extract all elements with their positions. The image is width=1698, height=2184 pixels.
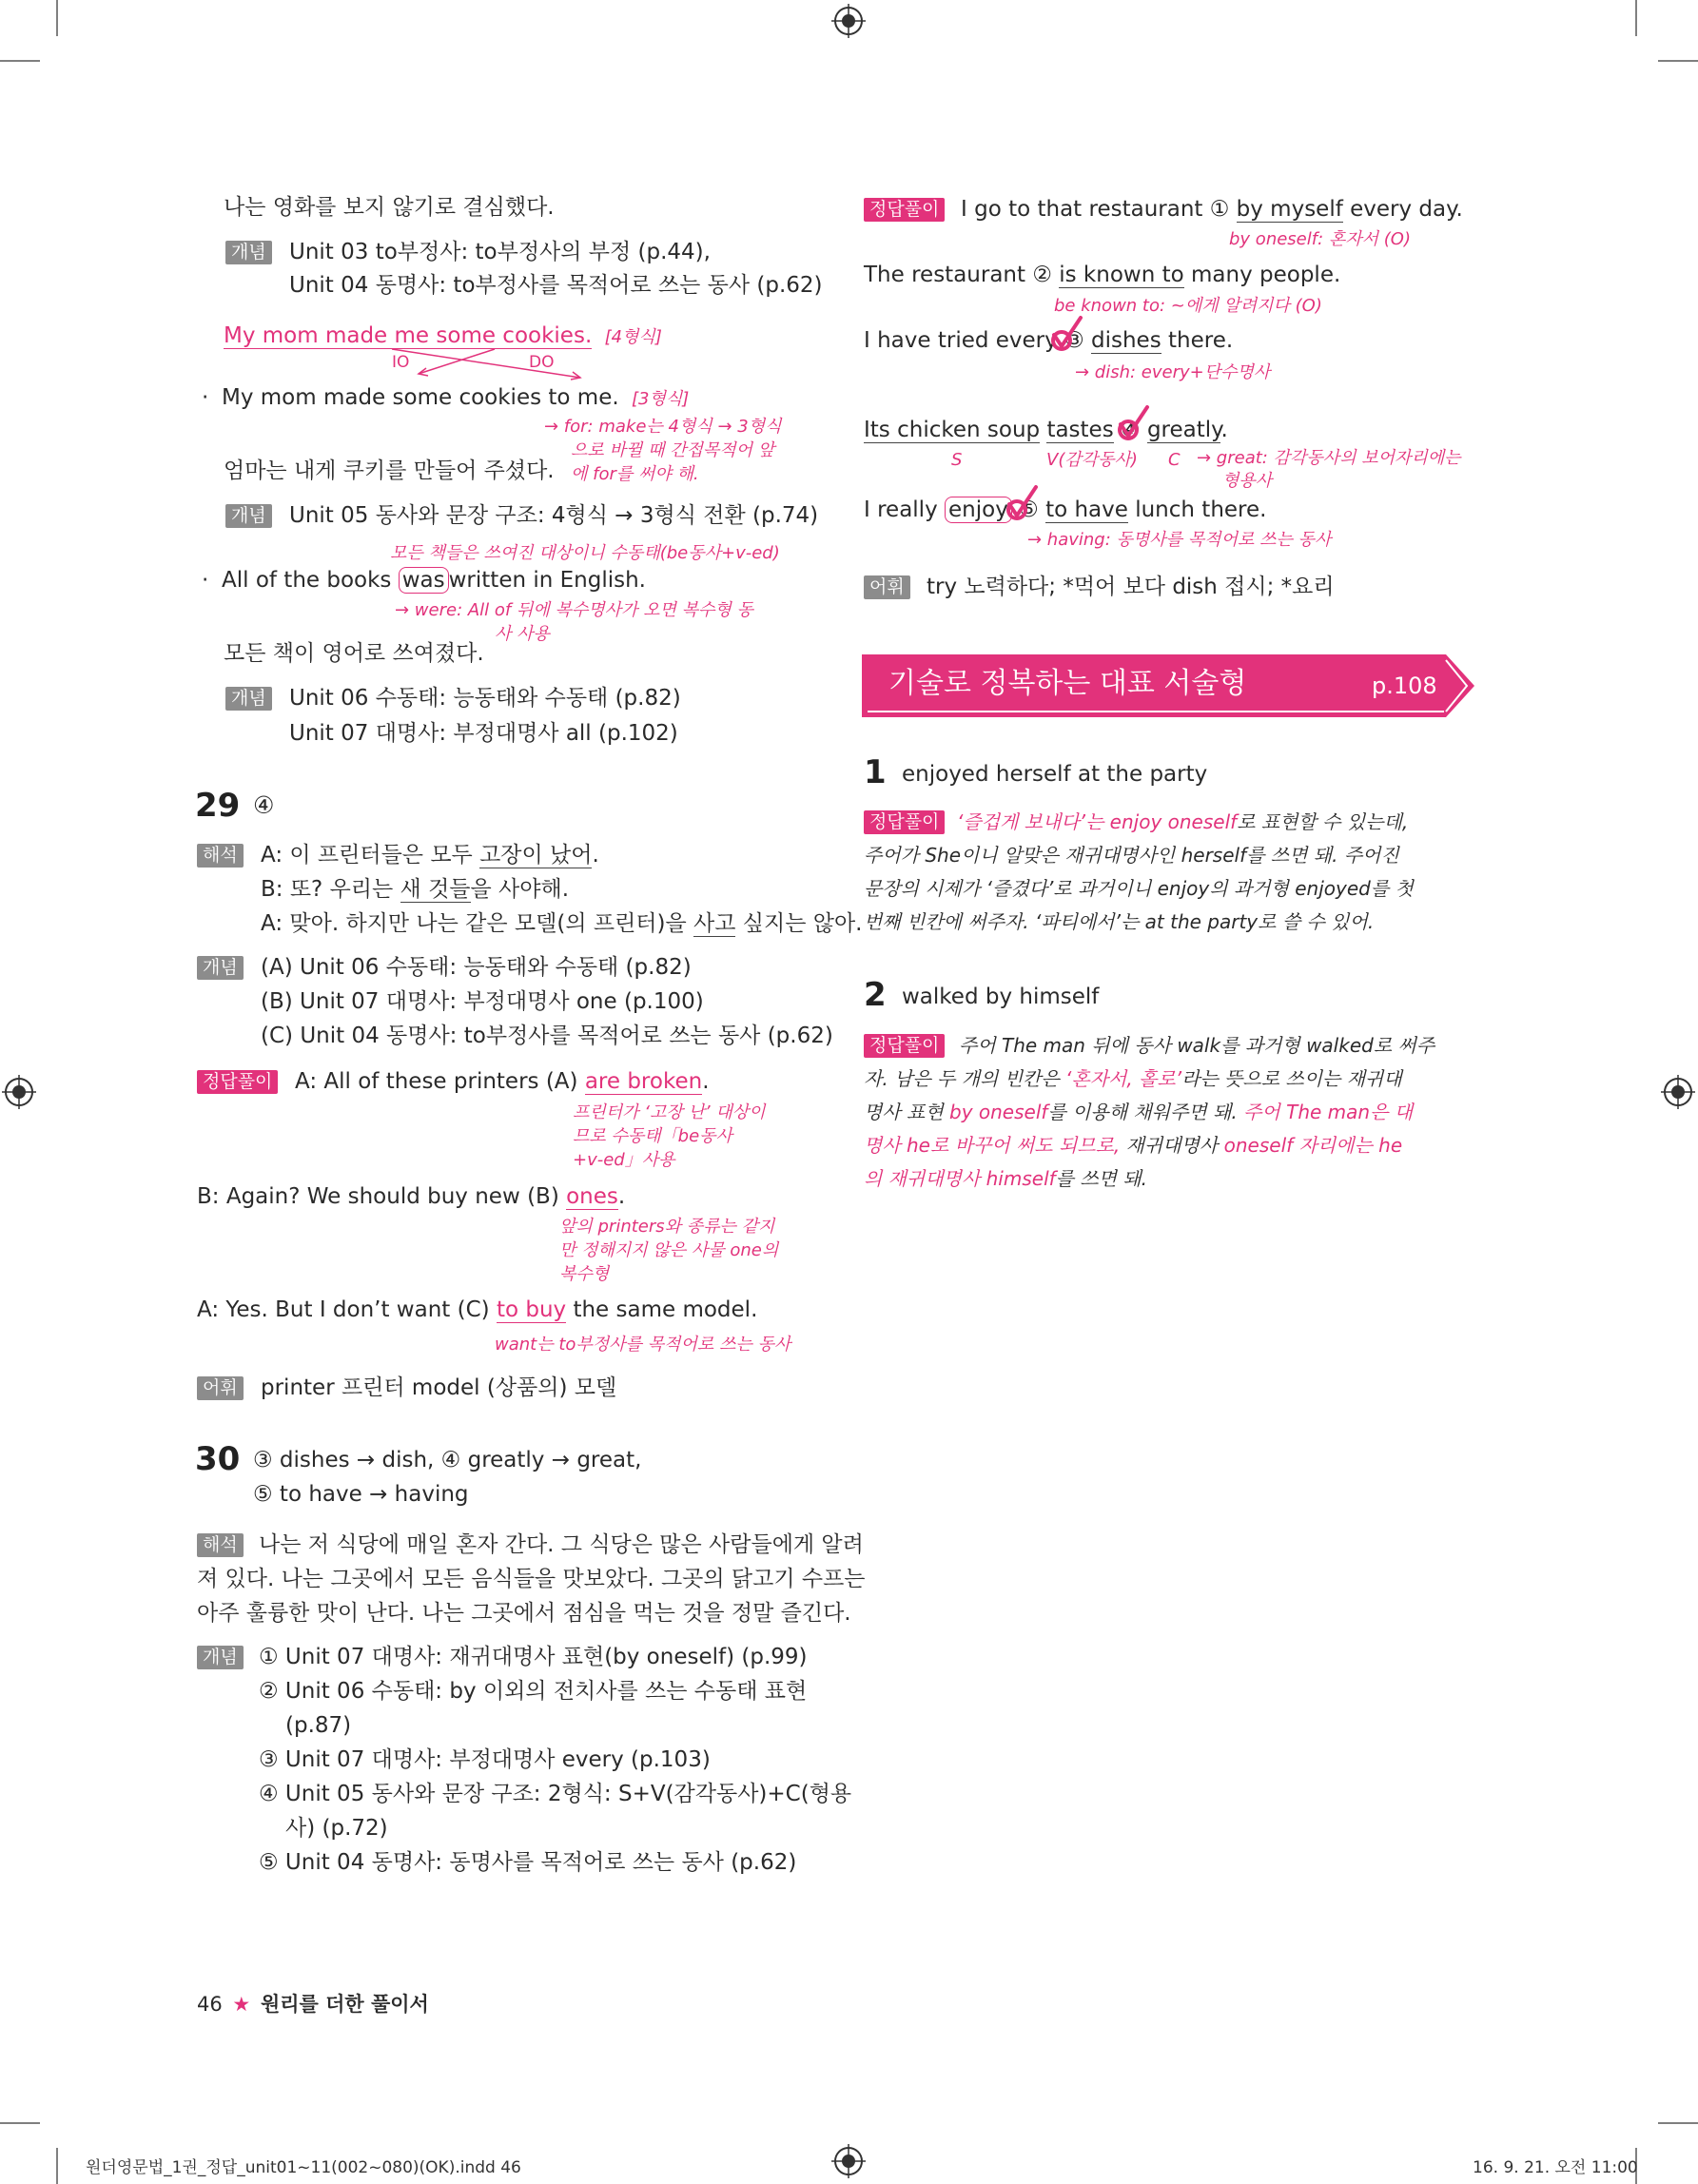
handwritten-note: → were: All of 뒤에 복수명사가 오면 복수형 동 [395, 600, 753, 620]
concept-line: (C) Unit 04 동명사: to부정사를 목적어로 쓰는 동사 (p.62) [261, 1024, 833, 1048]
concept-line: Unit 06 수동태: 능동태와 수동태 (p.82) [289, 686, 681, 711]
concept-tag: 개념 [225, 241, 272, 264]
concept-line: ① Unit 07 대명사: 재귀대명사 표현(by oneself) (p.99) [259, 1645, 808, 1669]
question-number: 30 [195, 1440, 241, 1478]
timestamp: 16. 9. 21. 오전 11:00 [1473, 2158, 1638, 2177]
bullet-dot: · [202, 568, 209, 593]
answer-explanation-tag: 정답풀이 [864, 198, 945, 222]
concept-line: (p.87) [285, 1713, 352, 1738]
vocab-line: try 노력하다; *먹어 보다 dish 접시; *요리 [927, 575, 1335, 599]
concept-line: ④ Unit 05 동사와 문장 구조: 2형식: S+V(감각동사)+C(형용 [259, 1782, 852, 1806]
answer-text: enjoyed herself at the party [902, 762, 1208, 787]
example-sentence-text: My mom made me some cookies. [224, 323, 593, 348]
translation-line: 나는 저 식당에 매일 혼자 간다. 그 식당은 많은 사람들에게 알려 [259, 1532, 864, 1557]
checkmark-icon [1048, 314, 1084, 354]
registration-mark-left-icon [2, 1075, 36, 1109]
translation-line: B: 또? 우리는 새 것들을 사야해. [261, 877, 570, 902]
handwritten-note: 프린터가 ‘고장 난’ 대상이 [573, 1102, 766, 1122]
explanation-line: ‘즐겁게 보내다’는 enjoy oneself로 표현할 수 있는데, [957, 810, 1409, 833]
answer-explanation-tag: 정답풀이 [864, 1034, 945, 1058]
question-number: 1 [864, 753, 887, 791]
sentence-korean: 엄마는 내게 쿠키를 만들어 주셨다. [224, 458, 555, 483]
concept-tag: 개념 [225, 504, 272, 528]
registration-mark-right-icon [1661, 1075, 1695, 1109]
explanation-line: 번째 빈칸에 써주자. ‘파티에서’는 at the party로 쓸 수 있어. [864, 910, 1375, 933]
star-icon: ★ [232, 1993, 251, 2016]
complement-label: C [1168, 450, 1181, 470]
concept-tag: 개념 [225, 687, 272, 711]
handwritten-note: 사 사용 [495, 624, 550, 644]
section-banner-title: 기술로 정복하는 대표 서술형 [888, 667, 1247, 700]
handwritten-note: 에 for를 써야 해. [571, 464, 699, 484]
concept-line: ③ Unit 07 대명사: 부정대명사 every (p.103) [259, 1747, 711, 1772]
translation-line: A: 맞아. 하지만 나는 같은 모델(의 프린터)을 사고 싶지는 않아. [261, 911, 863, 936]
translation-tag: 해석 [197, 1533, 244, 1557]
example-sentence [222, 566, 646, 595]
concept-line: Unit 05 동사와 문장 구조: 4형식 → 3형식 전환 (p.74) [289, 503, 819, 528]
subject-label: S [951, 450, 963, 470]
explanation-line: 명사 he로 바꾸어 써도 되므로, 재귀대명사 oneself 자리에는 he [864, 1134, 1403, 1157]
concept-tag: 개념 [197, 1646, 244, 1669]
handwritten-note: 만 정해지지 않은 사물 one의 [559, 1240, 779, 1260]
checkmark-icon [1004, 483, 1040, 523]
vocab-tag: 어휘 [197, 1376, 244, 1400]
concept-line: (A) Unit 06 수동태: 능동태와 수동태 (p.82) [261, 955, 692, 980]
question-number: 29 [195, 787, 241, 825]
cross-arrow-annotation [381, 345, 599, 383]
handwritten-note: +v-ed」사용 [573, 1150, 675, 1170]
explanation-line: 의 재귀대명사 himself를 쓰면 돼. [864, 1167, 1148, 1190]
translation-tag: 해석 [197, 844, 244, 868]
answer-line: A: Yes. But I don’t want (C) to buy the same model. [197, 1297, 758, 1322]
handwritten-note: → great: 감각동사의 보어자리에는 [1197, 448, 1461, 468]
answer-choice: ③ dishes → dish, ④ greatly → great, [253, 1448, 642, 1472]
example-sentence-part: All of the books [222, 568, 392, 593]
answer-explanation-tag: 정답풀이 [197, 1070, 278, 1094]
handwritten-note: 모든 책들은 쓰여진 대상이니 수동태(be동사+v-ed) [390, 543, 780, 563]
handwritten-note: 앞의 printers와 종류는 같지 [559, 1217, 775, 1237]
answer-line: I have tried every ③ dishes there. [864, 328, 1234, 353]
concept-line: Unit 07 대명사: 부정대명사 all (p.102) [289, 721, 678, 746]
vocab-line: printer 프린터 model (상품의) 모델 [261, 1375, 617, 1400]
handwritten-note: → dish: every+단수명사 [1075, 362, 1271, 382]
answer-line: I really enjoy ⑤ to have lunch there. [864, 497, 1267, 522]
example-sentence-part: written in English. [448, 568, 646, 593]
answer-explanation-tag: 정답풀이 [864, 810, 945, 834]
handwritten-note: by oneself: 혼자서 (O) [1229, 229, 1411, 249]
bullet-dot: · [202, 385, 209, 410]
concept-tag: 개념 [197, 956, 244, 980]
concept-line: Unit 03 to부정사: to부정사의 부정 (p.44), [289, 240, 711, 264]
checkmark-icon [1115, 403, 1151, 443]
registration-mark-bottom-icon [831, 2144, 866, 2178]
translation-line: 아주 훌륭한 맛이 난다. 나는 그곳에서 점심을 먹는 것을 정말 즐긴다. [197, 1601, 851, 1626]
concept-line: ② Unit 06 수동태: by 이외의 전치사를 쓰는 수동태 표현 [259, 1679, 808, 1704]
concept-line: (B) Unit 07 대명사: 부정대명사 one (p.100) [261, 989, 704, 1014]
sentence-korean: 모든 책이 영어로 쓰여졌다. [224, 641, 484, 666]
explanation-line: 문장의 시제가 ‘즐겼다’로 과거이니 enjoy의 과거형 enjoyed를 첫 [864, 877, 1414, 900]
handwritten-note: [3형식] [631, 389, 690, 409]
translation-line: A: 이 프린터들은 모두 고장이 났어. [261, 843, 599, 868]
answer-choice: ⑤ to have → having [253, 1482, 469, 1507]
concept-line: 사) (p.72) [285, 1816, 388, 1841]
handwritten-note: → for: make는 4형식 → 3형식 [544, 417, 782, 437]
vocab-tag: 어휘 [864, 575, 910, 599]
handwritten-note: → having: 동명사를 목적어로 쓰는 동사 [1027, 530, 1332, 550]
explanation-line: 명사 표현 by oneself를 이용해 채워주면 돼. 주어 The man은 대 [864, 1101, 1414, 1123]
handwritten-note: 형용사 [1222, 471, 1273, 491]
io-label: IO [392, 353, 410, 372]
book-title: 원리를 더한 풀이서 [260, 1993, 429, 2016]
file-info: 원더영문법_1권_정답_unit01~11(002~080)(OK).indd 46 [86, 2158, 521, 2177]
answer-line: A: All of these printers (A) are broken. [295, 1069, 710, 1094]
handwritten-note: 으로 바뀔 때 간접목적어 앞 [571, 440, 775, 460]
explanation-line: 자. 남은 두 개의 빈칸은 ‘혼자서, 홀로’라는 뜻으로 쓰이는 재귀대 [864, 1067, 1402, 1090]
handwritten-note: want는 to부정사를 목적어로 쓰는 동사 [495, 1335, 791, 1355]
do-label: DO [529, 353, 555, 372]
question-number: 2 [864, 976, 887, 1014]
answer-line: Its chicken soup tastes ④ greatly. [864, 418, 1228, 442]
page-footer [197, 1992, 429, 2017]
answer-choice: ④ [253, 791, 275, 819]
registration-mark-top-icon [831, 4, 866, 38]
example-sentence [222, 383, 689, 412]
verb-label: V(감각동사) [1046, 450, 1138, 470]
handwritten-note: 므로 수동태「be동사 [573, 1126, 732, 1146]
sentence-korean: 나는 영화를 보지 않기로 결심했다. [224, 195, 555, 220]
example-sentence-text: My mom made some cookies to me. [222, 385, 619, 410]
handwritten-note: 복수형 [559, 1264, 610, 1284]
handwritten-note: be known to: ~에게 알려지다 (O) [1054, 296, 1322, 316]
circled-word: was [399, 567, 449, 594]
answer-text: walked by himself [902, 985, 1100, 1009]
answer-line: B: Again? We should buy new (B) ones. [197, 1184, 626, 1209]
answer-line: I go to that restaurant ① by myself every day. [961, 197, 1463, 222]
handwritten-note: [4형식] [604, 327, 662, 347]
page-number: 46 [197, 1993, 223, 2016]
concept-line: Unit 04 동명사: to부정사를 목적어로 쓰는 동사 (p.62) [289, 273, 823, 298]
section-banner-page: p.108 [1372, 673, 1437, 699]
concept-line: ⑤ Unit 04 동명사: 동명사를 목적어로 쓰는 동사 (p.62) [259, 1850, 797, 1875]
translation-line: 져 있다. 나는 그곳에서 모든 음식들을 맛보았다. 그곳의 닭고기 수프는 [197, 1567, 866, 1591]
explanation-line: 주어 The man 뒤에 동사 walk를 과거형 walked로 써주 [959, 1034, 1435, 1057]
answer-line: The restaurant ② is known to many people. [864, 263, 1341, 287]
explanation-line: 주어가 She이니 알맞은 재귀대명사인 herself를 쓰면 돼. 주어진 [864, 844, 1399, 867]
